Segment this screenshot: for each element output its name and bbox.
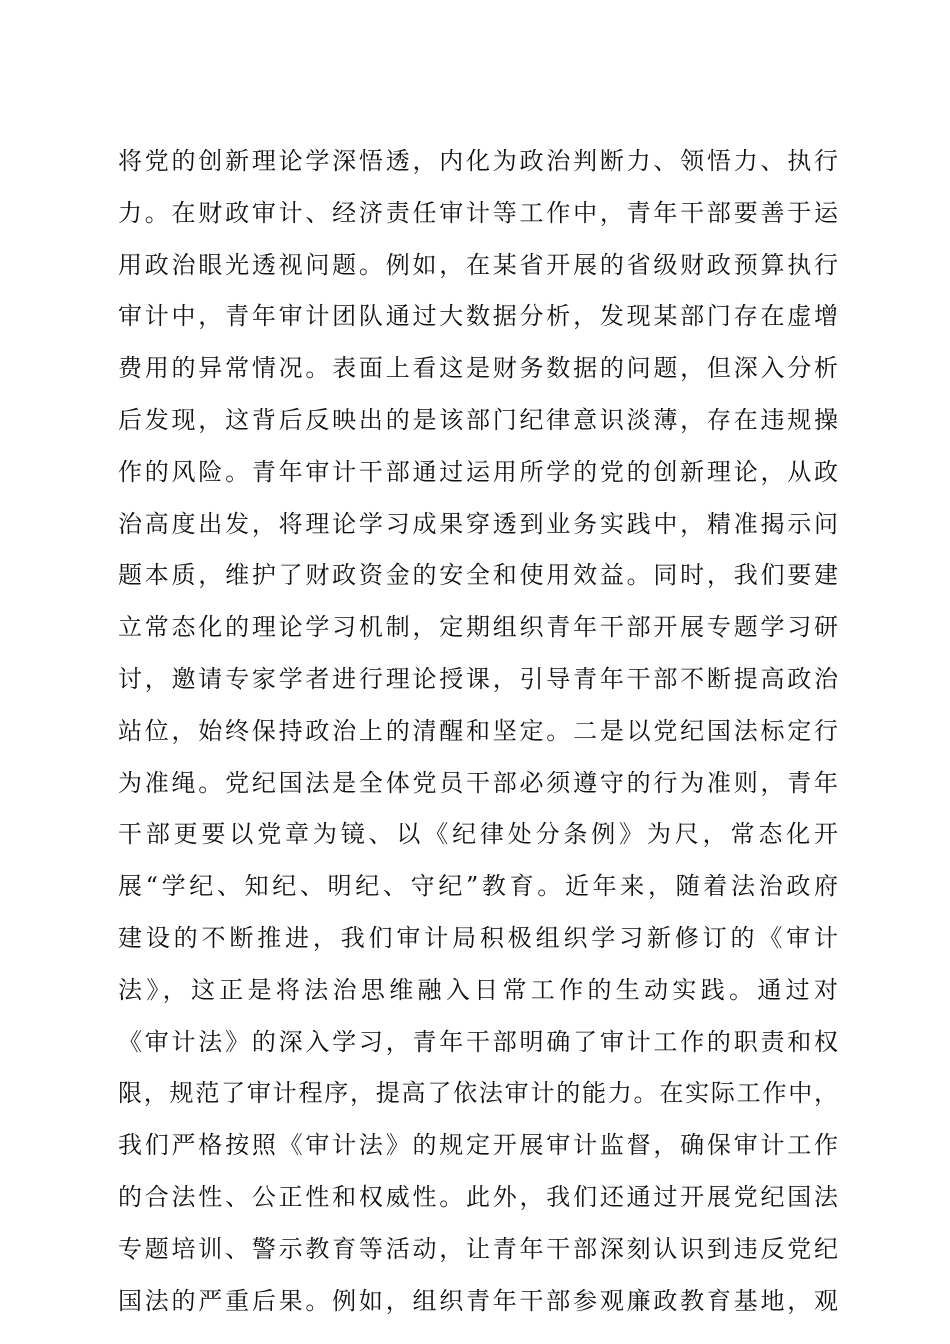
text-line: 建设的不断推进，我们审计局积极组织学习新修订的《审计 [118, 923, 838, 952]
text-line: 的合法性、公正性和权威性。此外，我们还通过开展党纪国法 [118, 1182, 838, 1211]
text-line: 题本质，维护了财政资金的安全和使用效益。同时，我们要建 [118, 561, 838, 590]
text-line: 我们严格按照《审计法》的规定开展审计监督，确保审计工作 [118, 1131, 838, 1160]
text-line: 干部更要以党章为镜、以《纪律处分条例》为尺，常态化开 [118, 820, 838, 849]
text-line: 治高度出发，将理论学习成果穿透到业务实践中，精准揭示问 [118, 509, 838, 538]
text-line: 专题培训、警示教育等活动，让青年干部深刻认识到违反党纪 [118, 1234, 838, 1263]
text-line: 限，规范了审计程序，提高了依法审计的能力。在实际工作中， [118, 1079, 838, 1108]
text-line: 作的风险。青年审计干部通过运用所学的党的创新理论，从政 [118, 457, 838, 486]
text-line: 将党的创新理论学深悟透，内化为政治判断力、领悟力、执行 [118, 147, 838, 175]
text-line: 展“学纪、知纪、明纪、守纪”教育。近年来，随着法治政府 [118, 872, 838, 901]
text-line: 为准绳。党纪国法是全体党员干部必须遵守的行为准则，青年 [118, 768, 838, 797]
text-line: 用政治眼光透视问题。例如，在某省开展的省级财政预算执行 [118, 250, 838, 279]
text-line: 力。在财政审计、经济责任审计等工作中，青年干部要善于运 [118, 198, 838, 227]
text-line: 后发现，这背后反映出的是该部门纪律意识淡薄，存在违规操 [118, 405, 838, 434]
text-line: 法》，这正是将法治思维融入日常工作的生动实践。通过对 [118, 975, 838, 1004]
text-line: 国法的严重后果。例如，组织青年干部参观廉政教育基地，观 [118, 1286, 838, 1315]
text-line: 费用的异常情况。表面上看这是财务数据的问题，但深入分析 [118, 354, 838, 383]
text-line: 《审计法》的深入学习，青年干部明确了审计工作的职责和权 [118, 1027, 838, 1056]
text-line: 站位，始终保持政治上的清醒和坚定。二是以党纪国法标定行 [118, 716, 838, 745]
text-line: 立常态化的理论学习机制，定期组织青年干部开展专题学习研 [118, 613, 838, 642]
body-paragraph [118, 136, 838, 1327]
text-line: 审计中，青年审计团队通过大数据分析，发现某部门存在虚增 [118, 302, 838, 331]
text-line: 讨，邀请专家学者进行理论授课，引导青年干部不断提高政治 [118, 664, 838, 693]
